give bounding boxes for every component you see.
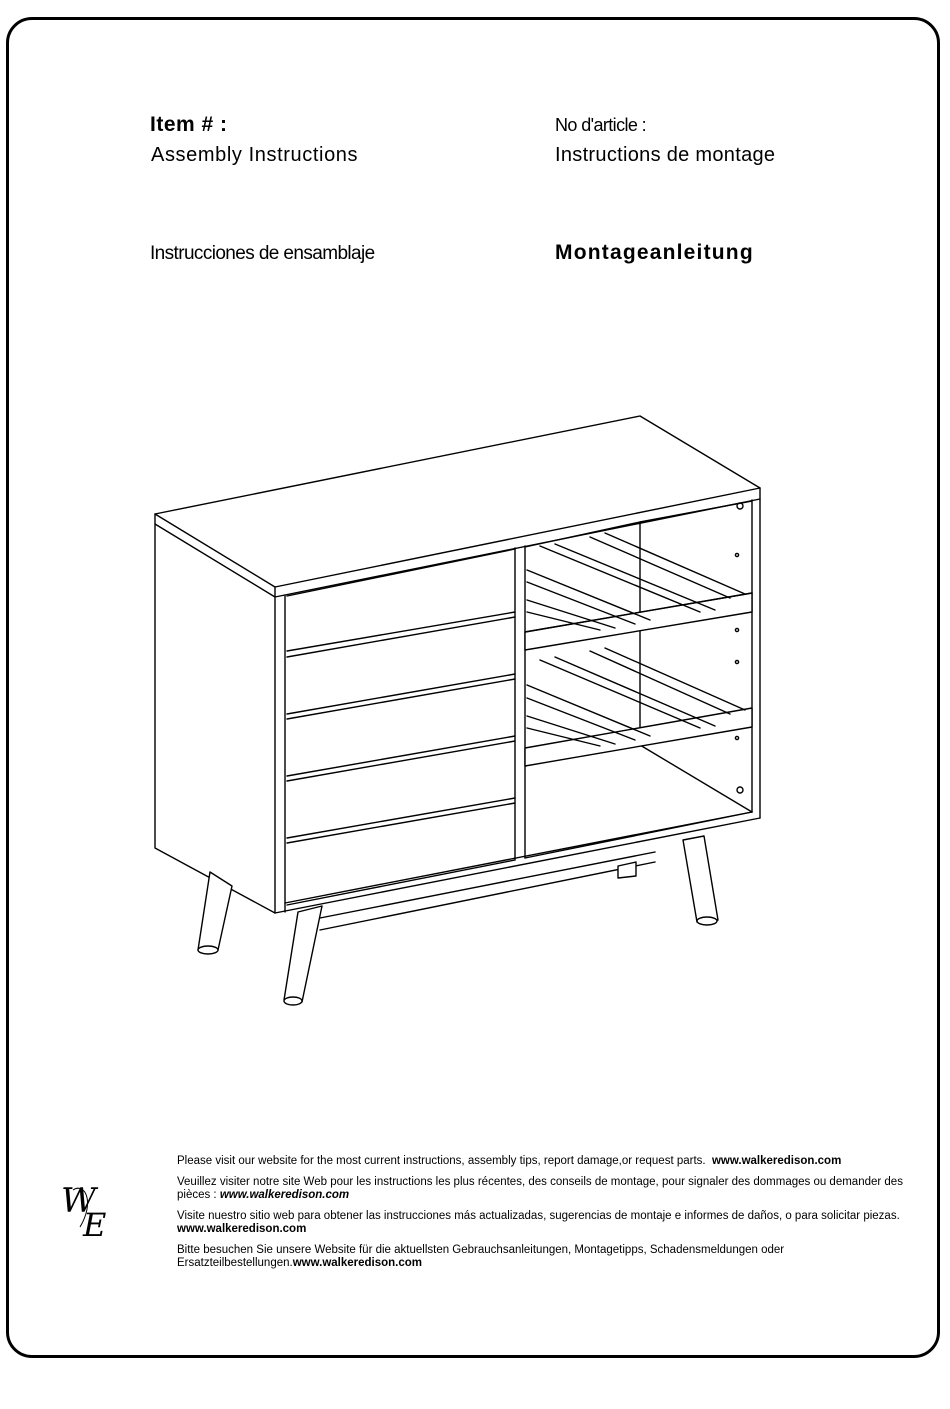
sideboard-illustration (140, 405, 780, 1020)
item-number-label: Item # : (150, 113, 228, 136)
walker-edison-logo (55, 1172, 135, 1247)
assembly-instructions-en: Assembly Instructions (151, 144, 359, 166)
note-english: Please visit our website for the most current instructions, assembly tips, report damage,or request parts. www.walkeredison.com (177, 1155, 842, 1167)
assembly-instructions-es: Instrucciones de ensamblaje (150, 243, 375, 264)
assembly-instructions-fr: Instructions de montage (555, 144, 776, 166)
note-german-url[interactable]: www.walkeredison.com (292, 1257, 423, 1269)
note-french: Veuillez visiter notre site Web pour les instructions les plus récentes, des conseils de montage, pour signaler des dommages ou demander des pièces : www.walkeredison.com (177, 1176, 903, 1201)
note-french-url[interactable]: www.walkeredison.com (219, 1189, 350, 1201)
note-english-url[interactable]: www.walkeredison.com (711, 1155, 842, 1167)
logo-letter-e: E (83, 1206, 107, 1244)
item-number-label-fr: No d'article : (555, 115, 647, 135)
note-spanish: Visite nuestro sitio web para obtener las instrucciones más actualizadas, sugerencias de montaje e informes de daños, o para solicitar piezas. www.walkeredison.com (177, 1210, 900, 1235)
note-spanish-url[interactable]: www.walkeredison.com (177, 1223, 307, 1235)
website-notes (177, 1155, 917, 1278)
assembly-instructions-de: Montageanleitung (555, 241, 754, 264)
logo-letter-w: W (61, 1181, 96, 1221)
note-german: Bitte besuchen Sie unsere Website für die aktuellsten Gebrauchsanleitungen, Montagetipps, Schadensmeldungen oder Ersatzteilbestellungen.www.walkeredison.com (177, 1244, 785, 1269)
